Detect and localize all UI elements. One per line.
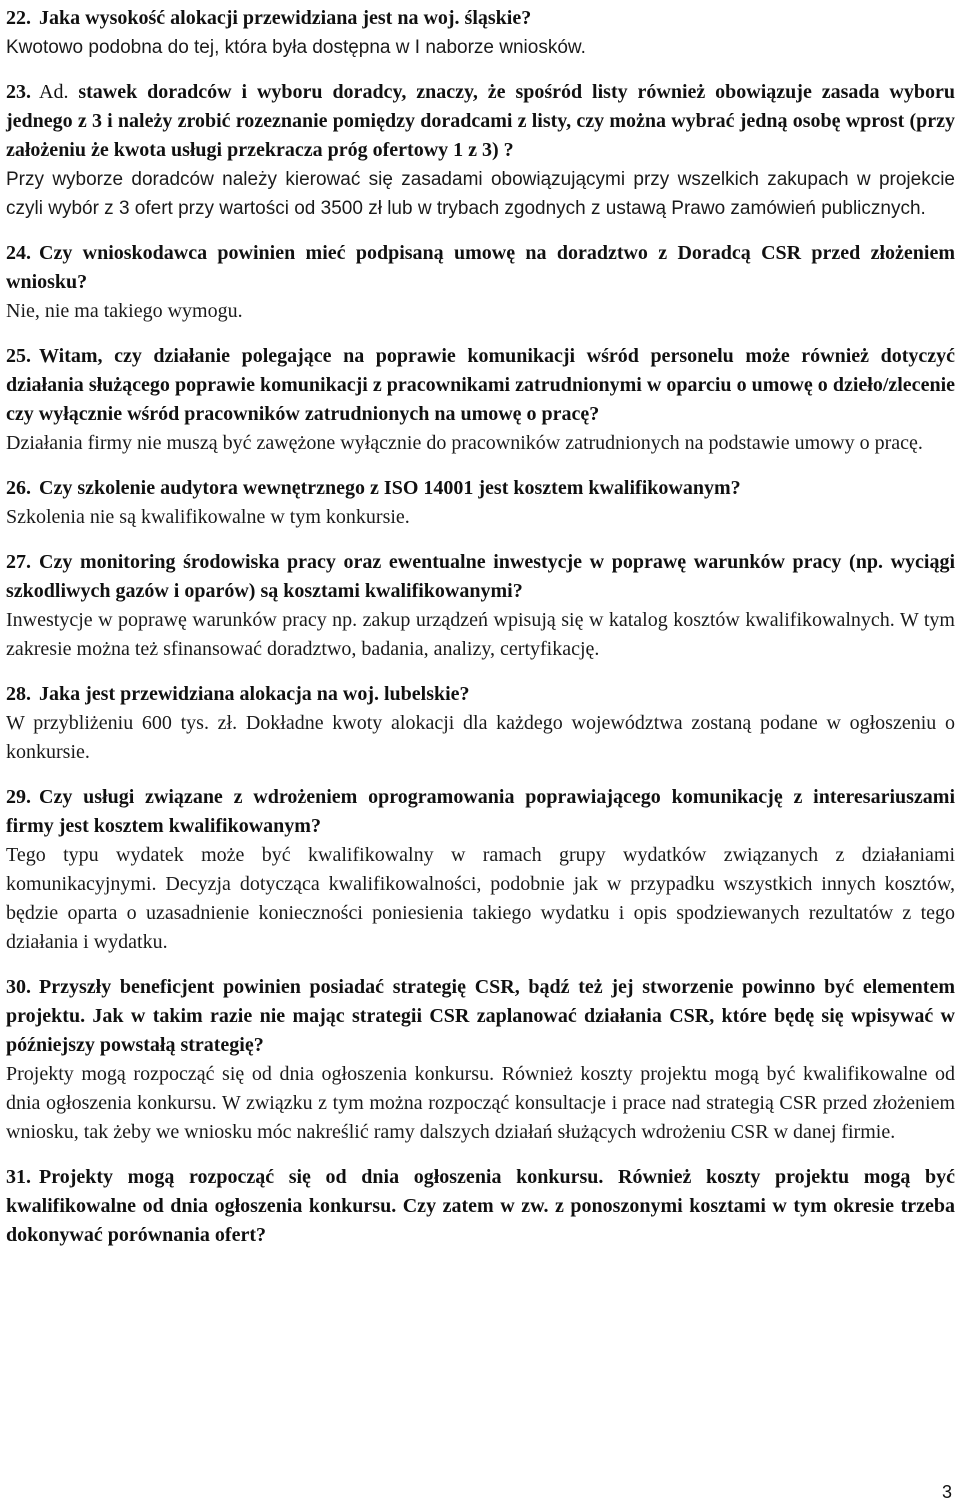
question — [6, 474, 955, 503]
question-text: Projekty mogą rozpocząć się od dnia ogłoszenia konkursu. Również koszty projektu mogą być kwalifikowalne od dnia ogłoszenia konkursu. Czy zatem w zw. z ponoszonymi kosztami w tym okresie trzeba dokonywać porównania ofert? — [6, 1166, 955, 1246]
answer: Inwestycje w poprawę warunków pracy np. zakup urządzeń wpisują się w katalog kosztów kwalifikowalnych. W tym zakresie można też sfinansować doradztwo, badania, analizy, certyfikację. — [6, 609, 955, 660]
question — [6, 342, 955, 429]
question-text: Jaka wysokość alokacji przewidziana jest na woj. śląskie? — [39, 7, 532, 29]
question — [6, 1163, 955, 1250]
question-number: 25. — [6, 345, 31, 367]
question — [6, 783, 955, 841]
answer: Szkolenia nie są kwalifikowalne w tym konkursie. — [6, 506, 410, 528]
faq-item-31 — [6, 1163, 955, 1250]
question-number: 26. — [6, 477, 31, 499]
faq-item-22 — [6, 4, 955, 62]
question-number: 30. — [6, 976, 31, 998]
faq-item-30 — [6, 973, 955, 1147]
question — [6, 973, 955, 1060]
question-number: 23. — [6, 81, 31, 103]
faq-item-29 — [6, 783, 955, 957]
question-text: Jaka jest przewidziana alokacja na woj. lubelskie? — [39, 683, 470, 705]
question-text: Witam, czy działanie polegające na poprawie komunikacji wśród personelu może również dotyczyć działania służącego poprawie komunikacji z pracownikami zatrudnionymi w oparciu o umowę o dzieło/zlecenie czy wyłącznie wśród pracowników zatrudnionych na umowę o pracę? — [6, 345, 955, 425]
faq-item-25 — [6, 342, 955, 458]
question — [6, 239, 955, 297]
question-number: 22. — [6, 7, 31, 29]
question-text: Czy szkolenie audytora wewnętrznego z ISO 14001 jest kosztem kwalifikowanym? — [39, 477, 741, 499]
question-text: Przyszły beneficjent powinien posiadać strategię CSR, bądź też jej stworzenie powinno być elementem projektu. Jak w takim razie nie mając strategii CSR zaplanować działania CSR, które będę się wpisywać w późniejszy powstałą strategię? — [6, 976, 955, 1056]
question — [6, 4, 955, 33]
question-text: Czy monitoring środowiska pracy oraz ewentualne inwestycje w poprawę warunków pracy (np. wyciągi szkodliwych gazów i oparów) są kosztami kwalifikowanymi? — [6, 551, 955, 602]
question-prefix: Ad. — [39, 81, 69, 103]
answer: W przybliżeniu 600 tys. zł. Dokładne kwoty alokacji dla każdego województwa zostaną podane w ogłoszeniu o konkursie. — [6, 712, 955, 763]
faq-item-27 — [6, 548, 955, 664]
answer: Nie, nie ma takiego wymogu. — [6, 300, 243, 322]
question-number: 29. — [6, 786, 31, 808]
answer: Działania firmy nie muszą być zawężone wyłącznie do pracowników zatrudnionych na podstawie umowy o pracę. — [6, 432, 923, 454]
page-number: 3 — [941, 1482, 952, 1502]
question — [6, 548, 955, 606]
faq-item-26 — [6, 474, 955, 532]
answer: Projekty mogą rozpocząć się od dnia ogłoszenia konkursu. Również koszty projektu mogą być kwalifikowalne od dnia ogłoszenia konkursu. W związku z tym można rozpocząć konsultacje i prace nad strategią CSR przed złożeniem wniosku, tak żeby we wniosku móc nakreślić ramy dalszych działań służących wdrożeniu CSR w danej firmie. — [6, 1063, 955, 1143]
faq-item-24 — [6, 239, 955, 326]
faq-item-23 — [6, 78, 955, 223]
question-number: 24. — [6, 242, 31, 264]
question-number: 31. — [6, 1166, 31, 1188]
answer: Tego typu wydatek może być kwalifikowalny w ramach grupy wydatków związanych z działaniami komunikacyjnymi. Decyzja dotycząca kwalifikowalności, podobnie jak w przypadku wszystkich innych kosztów, będzie oparta o uzasadnienie konieczności poniesienia takiego wydatku i opis spodziewanych rezultatów z tego działania i wydatku. — [6, 844, 955, 953]
question-text: Czy wnioskodawca powinien mieć podpisaną umowę na doradztwo z Doradcą CSR przed złożeniem wniosku? — [6, 242, 955, 293]
answer: Kwotowo podobna do tej, która była dostępna w I naborze wniosków. — [6, 37, 586, 58]
question-text: stawek doradców i wyboru doradcy, znaczy, że spośród listy również obowiązuje zasada wyboru jednego z 3 i należy zrobić rozeznanie pomiędzy doradcami z listy, czy można wybrać jedną osobę wprost (przy założeniu że kwota usługi przekracza próg ofertowy 1 z 3) ? — [6, 81, 955, 161]
faq-item-28 — [6, 680, 955, 767]
question-number: 27. — [6, 551, 31, 573]
question — [6, 78, 955, 165]
question-number: 28. — [6, 683, 31, 705]
question — [6, 680, 955, 709]
question-text: Czy usługi związane z wdrożeniem oprogramowania poprawiającego komunikację z interesariuszami firmy jest kosztem kwalifikowanym? — [6, 786, 955, 837]
answer: Przy wyborze doradców należy kierować się zasadami obowiązującymi przy wszelkich zakupach w projekcie czyli wybór z 3 ofert przy wartości od 3500 zł lub w trybach zgodnych z ustawą Prawo zamówień publicznych. — [6, 169, 955, 219]
